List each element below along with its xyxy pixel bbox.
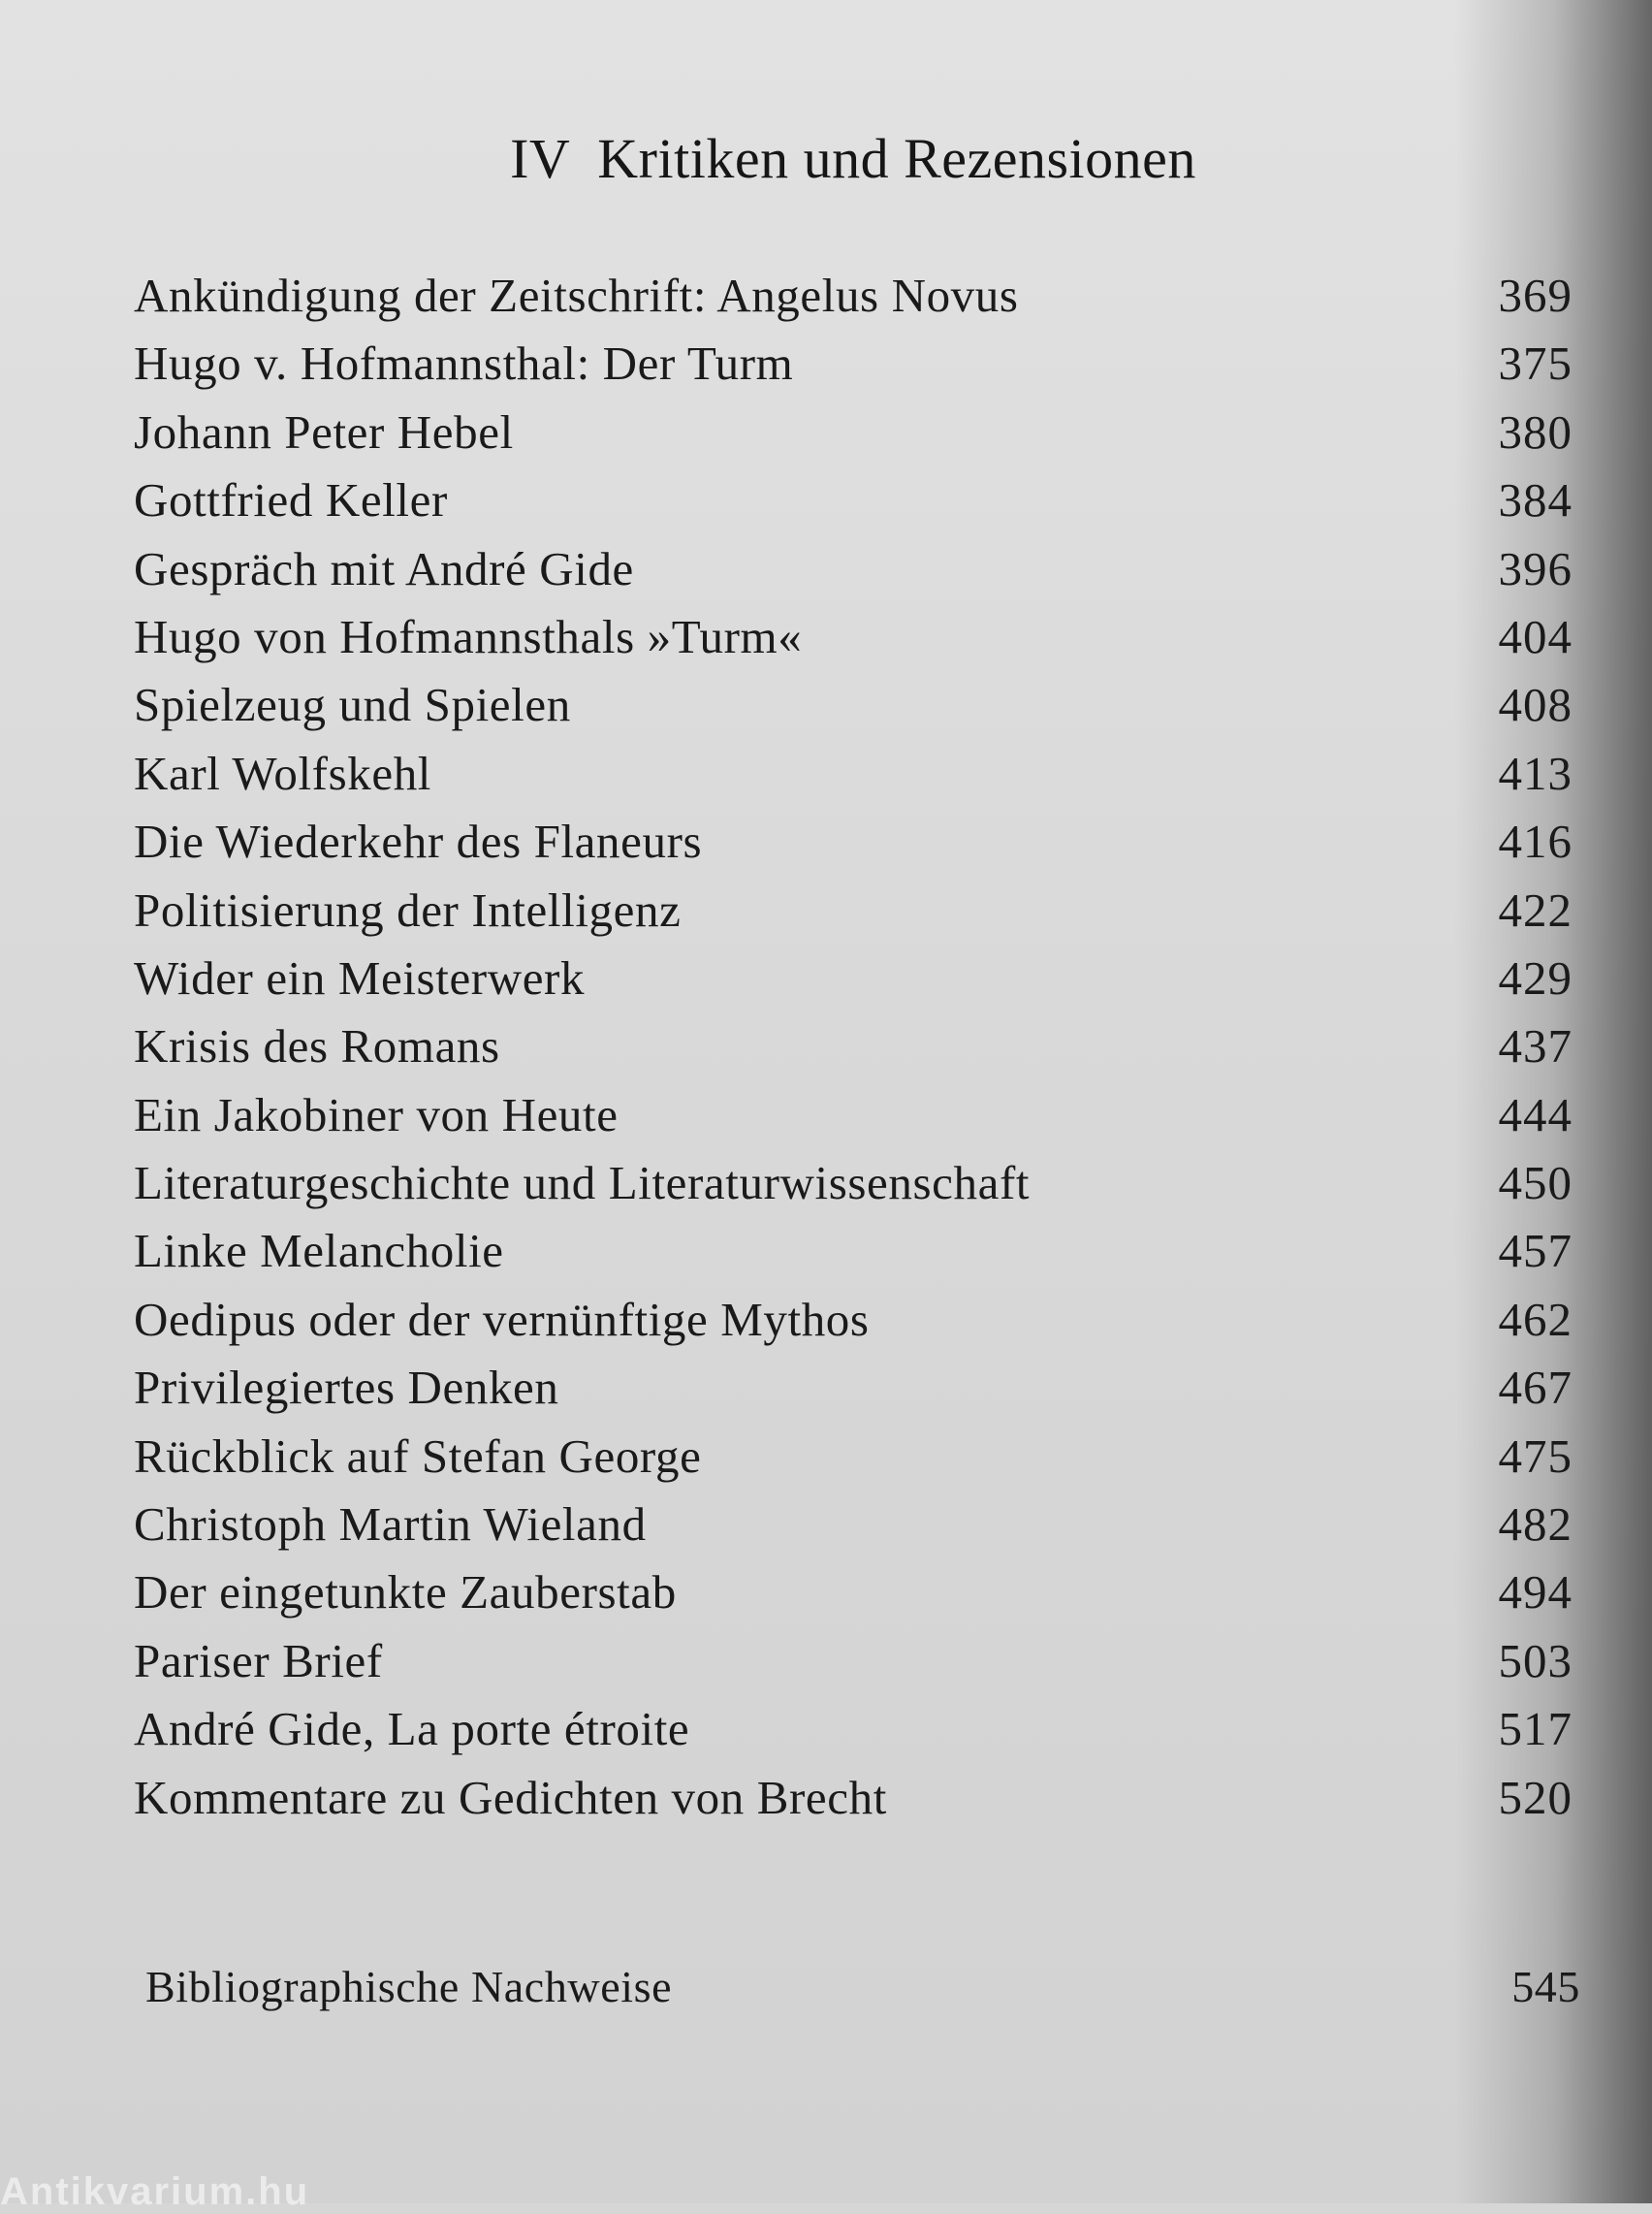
toc-entry-page: 413 [1498, 746, 1573, 800]
toc-entry-page: 482 [1498, 1497, 1573, 1552]
toc-entry-title: Kommentare zu Gedichten von Brecht [134, 1770, 887, 1824]
toc-entry [134, 1695, 1578, 1763]
toc-entry [134, 1217, 1578, 1285]
table-of-contents [134, 262, 1578, 1832]
toc-entry-page: 457 [1498, 1224, 1573, 1278]
toc-entry-page: 375 [1498, 337, 1573, 391]
toc-entry-page: 396 [1498, 541, 1573, 595]
toc-entry [134, 1558, 1578, 1626]
toc-entry-title: Hugo v. Hofmannsthal: Der Turm [134, 337, 794, 391]
toc-entry-title: Privilegiertes Denken [134, 1361, 559, 1415]
toc-entry-page: 494 [1498, 1565, 1573, 1620]
toc-entry-page: 450 [1498, 1156, 1573, 1210]
toc-entry [134, 399, 1578, 466]
toc-entry [134, 808, 1578, 876]
toc-entry-title: Ankündigung der Zeitschrift: Angelus Novus [134, 269, 1019, 322]
toc-entry [134, 740, 1578, 808]
toc-entry [134, 330, 1578, 398]
toc-entry-page: 422 [1498, 882, 1573, 937]
toc-entry-title: André Gide, La porte étroite [134, 1702, 690, 1756]
section-title: Kritiken und Rezensionen [597, 127, 1196, 190]
toc-entry [134, 535, 1578, 603]
toc-entry-title: Gespräch mit André Gide [134, 541, 634, 595]
toc-entry-title: Christoph Martin Wieland [134, 1497, 647, 1552]
toc-entry [134, 1286, 1578, 1354]
toc-entry-page: 416 [1498, 815, 1573, 869]
toc-entry-page: 429 [1498, 950, 1573, 1005]
toc-entry-title: Literaturgeschichte und Literaturwissenschaft [134, 1156, 1031, 1210]
toc-entry-title: Politisierung der Intelligenz [134, 882, 682, 937]
toc-entry-title: Oedipus oder der vernünftige Mythos [134, 1292, 870, 1346]
toc-entry [134, 877, 1578, 945]
toc-entry-page: 404 [1498, 609, 1573, 663]
toc-entry-page: 380 [1498, 404, 1573, 459]
toc-entry [134, 262, 1578, 330]
toc-entry-title: Krisis des Romans [134, 1019, 500, 1074]
toc-entry [134, 1491, 1578, 1558]
toc-entry [134, 603, 1578, 671]
toc-entry-title: Der eingetunkte Zauberstab [134, 1565, 677, 1620]
toc-entry [134, 1354, 1578, 1422]
toc-entry-page: 369 [1498, 269, 1573, 322]
bibliography-entry [145, 1961, 1580, 2012]
toc-entry-page: 503 [1498, 1633, 1573, 1687]
toc-entry [134, 1423, 1578, 1491]
toc-entry [134, 945, 1578, 1012]
toc-entry [134, 1764, 1578, 1832]
toc-entry-title: Spielzeug und Spielen [134, 678, 571, 732]
toc-entry-page: 520 [1498, 1770, 1573, 1824]
bibliography-page: 545 [1511, 1962, 1580, 2011]
toc-entry-title: Rückblick auf Stefan George [134, 1428, 702, 1483]
toc-entry [134, 1081, 1578, 1149]
watermark: Antikvarium.hu [0, 2170, 310, 2213]
toc-entry-title: Hugo von Hofmannsthals »Turm« [134, 609, 803, 663]
toc-entry-page: 444 [1498, 1087, 1573, 1141]
toc-entry-title: Karl Wolfskehl [134, 746, 432, 800]
section-heading [0, 126, 1652, 191]
toc-entry-page: 462 [1498, 1292, 1573, 1346]
toc-entry-page: 437 [1498, 1019, 1573, 1074]
toc-entry-title: Die Wiederkehr des Flaneurs [134, 815, 703, 869]
toc-entry-title: Linke Melancholie [134, 1224, 504, 1278]
toc-entry-page: 517 [1498, 1702, 1573, 1756]
toc-entry-page: 467 [1498, 1361, 1573, 1415]
toc-entry-title: Wider ein Meisterwerk [134, 950, 586, 1005]
bibliography-title: Bibliographische Nachweise [145, 1962, 673, 2011]
toc-entry [134, 1012, 1578, 1080]
toc-entry [134, 1149, 1578, 1217]
toc-entry-title: Gottfried Keller [134, 473, 448, 528]
toc-entry-title: Ein Jakobiner von Heute [134, 1087, 619, 1141]
toc-entry-title: Pariser Brief [134, 1633, 383, 1687]
toc-entry-page: 384 [1498, 473, 1573, 528]
toc-entry [134, 1627, 1578, 1695]
toc-entry [134, 671, 1578, 739]
toc-entry-page: 408 [1498, 678, 1573, 732]
toc-entry-title: Johann Peter Hebel [134, 404, 514, 459]
toc-entry-page: 475 [1498, 1428, 1573, 1483]
section-numeral: IV [510, 127, 571, 190]
toc-entry [134, 466, 1578, 534]
